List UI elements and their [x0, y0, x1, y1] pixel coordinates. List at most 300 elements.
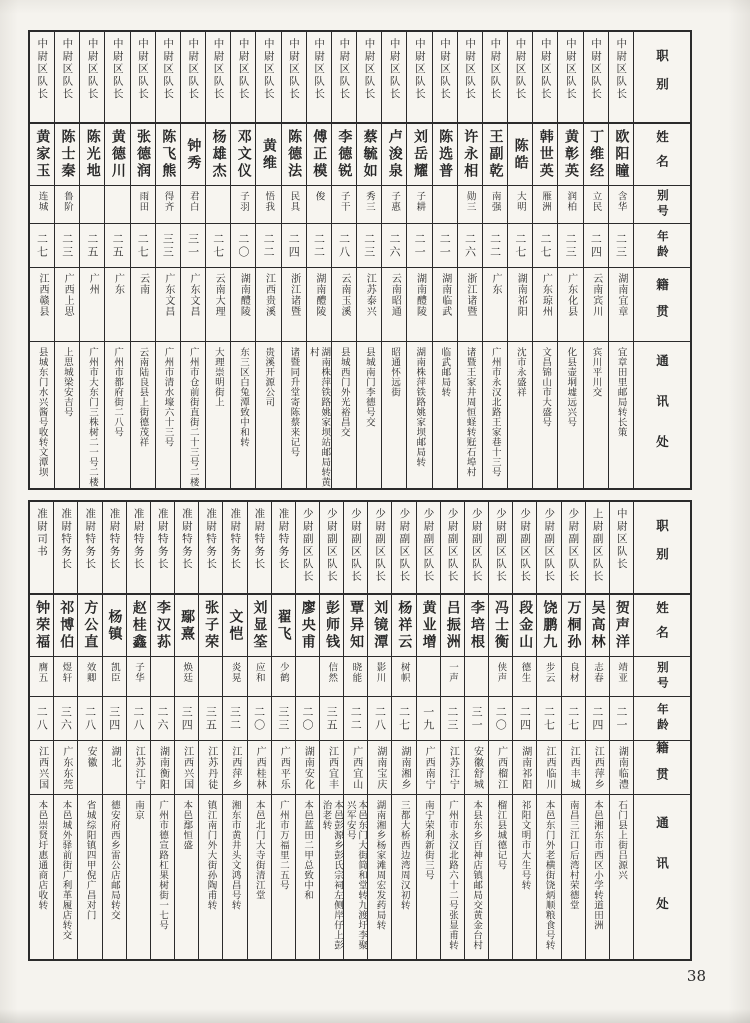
entry-address: 本邑北门大寺街清江堂	[253, 800, 265, 900]
entry-column	[30, 502, 53, 959]
entry-address: 化县壶垌墟远兴号	[565, 347, 577, 427]
entry-alias: 悟我	[263, 191, 275, 212]
entry-name: 贺声洋	[613, 600, 630, 651]
entry-alias-cell	[537, 657, 560, 697]
entry-address-cell	[272, 795, 295, 959]
entry-alias: 勋三	[464, 191, 476, 212]
entry-age: 二三	[614, 232, 628, 259]
entry-alias: 德生	[519, 662, 531, 683]
entry-address: 省城综阳镇四甲倪广昌对门	[84, 800, 96, 920]
entry-alias-cell	[282, 186, 306, 224]
entry-name-cell	[272, 595, 295, 657]
entry-alias-cell	[231, 186, 255, 224]
entry-age-cell	[30, 697, 53, 741]
entry-address: 本邑城外驿前街广利革履店转交	[60, 800, 72, 940]
entry-column	[30, 32, 54, 488]
entry-name: 杨镇	[106, 608, 123, 643]
entry-name: 刘岳耀	[411, 129, 428, 180]
entry-rank-cell	[417, 502, 440, 595]
entry-alias: 信然	[326, 662, 338, 683]
entry-name: 张子荣	[203, 600, 220, 651]
entry-name-cell	[465, 595, 488, 657]
entry-name: 傅正模	[311, 129, 328, 180]
entry-origin-cell	[54, 741, 77, 795]
entry-alias-cell	[151, 657, 174, 697]
entry-column	[608, 32, 633, 488]
entry-rank: 中尉区队长	[136, 38, 149, 101]
entry-origin-cell	[156, 268, 180, 342]
directory-table-top	[28, 30, 692, 490]
entry-rank: 中尉区队长	[111, 38, 124, 101]
entry-address-cell	[30, 342, 54, 488]
entry-origin: 江西兴国	[181, 746, 193, 790]
entry-address-cell	[433, 342, 457, 488]
entry-column	[367, 502, 391, 959]
entry-origin: 湖南祁阳	[515, 273, 527, 317]
entry-age: 二七	[136, 232, 150, 259]
entry-rank-cell	[441, 502, 464, 595]
entry-address: 广州市大东门三株树二一号二楼	[87, 347, 98, 487]
entry-rank-cell	[320, 502, 343, 595]
entry-age: 二四	[590, 705, 604, 732]
entry-origin-cell	[131, 268, 155, 342]
entry-age: 二八	[337, 232, 351, 259]
entry-age-cell	[223, 697, 246, 741]
entry-age: 二六	[463, 232, 477, 259]
entry-origin-cell	[78, 741, 101, 795]
entry-age-cell	[610, 697, 633, 741]
entry-age-cell	[489, 697, 512, 741]
entry-rank-cell	[584, 32, 608, 124]
entry-address-cell	[103, 795, 126, 959]
entry-age-cell	[206, 224, 230, 268]
entry-name: 杨祥云	[396, 600, 413, 651]
entry-age: 二八	[83, 705, 97, 732]
entry-age-cell	[382, 224, 406, 268]
entry-name: 黄家玉	[34, 129, 51, 180]
entry-age-cell	[30, 224, 54, 268]
entry-alias-cell	[256, 186, 280, 224]
entry-rank: 中尉区队长	[212, 38, 225, 101]
entry-rank-cell	[586, 502, 609, 595]
entry-origin: 湖南醴陵	[313, 273, 325, 317]
entry-name-cell	[513, 595, 536, 657]
entry-name: 翟飞	[275, 608, 292, 643]
entry-address-cell	[610, 795, 633, 959]
entry-age-cell	[513, 697, 536, 741]
entry-origin: 广西桂林	[254, 746, 266, 790]
entry-age-cell	[296, 697, 319, 741]
entry-address-cell	[231, 342, 255, 488]
entry-name-cell	[441, 595, 464, 657]
entry-age-cell	[156, 224, 180, 268]
entry-name-cell	[586, 595, 609, 657]
entry-alias-cell	[344, 657, 367, 697]
directory-table-bottom	[28, 500, 692, 961]
entry-origin: 江西赣县	[36, 273, 48, 317]
header-address-label: 通讯处	[654, 354, 670, 476]
entry-origin-cell	[296, 741, 319, 795]
entry-origin-cell	[332, 268, 356, 342]
entry-name-cell	[151, 595, 174, 657]
entry-alias-cell	[307, 186, 331, 224]
entry-alias-cell	[489, 657, 512, 697]
entry-name-cell	[80, 124, 104, 186]
entry-name: 廖央甫	[299, 600, 316, 651]
entry-age: 二八	[373, 705, 387, 732]
entry-column	[512, 502, 536, 959]
entry-column	[532, 32, 557, 488]
entry-age-cell	[609, 224, 633, 268]
entry-origin: 广东文昌	[162, 273, 174, 317]
entry-name: 饶鹏九	[541, 600, 558, 651]
entry-name: 刘镜潭	[372, 600, 389, 651]
entry-address: 广州市万福里二五号	[277, 800, 289, 890]
entry-column	[536, 502, 560, 959]
entry-name: 王副乾	[487, 129, 504, 180]
entry-origin-cell	[483, 268, 507, 342]
header-address-label: 通讯处	[654, 816, 670, 938]
entry-origin-cell	[231, 268, 255, 342]
entry-column	[155, 32, 180, 488]
entry-name-cell	[105, 124, 129, 186]
entry-address: 诸暨同升堂寄陈蔡来记号	[288, 347, 300, 457]
entry-alias: 良材	[567, 662, 579, 683]
header-address-cell	[634, 342, 690, 488]
entry-origin: 江西贵溪	[263, 273, 275, 317]
entry-address-cell	[248, 795, 271, 959]
entry-address-cell	[609, 342, 633, 488]
entry-name-cell	[533, 124, 557, 186]
entry-name: 杨雄杰	[210, 129, 227, 180]
entry-origin-cell	[282, 268, 306, 342]
entry-address: 本县东乡百神店镇邮局交黄金台村	[471, 800, 483, 950]
entry-age-cell	[131, 224, 155, 268]
entry-column	[561, 502, 585, 959]
entry-rank-cell	[199, 502, 222, 595]
entry-name-cell	[55, 124, 79, 186]
entry-origin: 广州	[87, 273, 99, 295]
entry-rank-cell	[382, 32, 406, 124]
entry-rank-cell	[256, 32, 280, 124]
entry-column	[464, 502, 488, 959]
entry-age-cell	[465, 697, 488, 741]
entry-name-cell	[433, 124, 457, 186]
entry-rank-cell	[609, 32, 633, 124]
entry-column	[609, 502, 633, 959]
entry-name-cell	[407, 124, 431, 186]
entry-age-cell	[417, 697, 440, 741]
entry-address: 石门县上街吕源兴	[616, 800, 628, 880]
entry-alias-cell	[392, 657, 415, 697]
entry-age: 三三	[276, 705, 290, 732]
entry-column	[77, 502, 101, 959]
entry-name-cell	[584, 124, 608, 186]
entry-age-cell	[181, 224, 205, 268]
entry-origin: 江苏丹徒	[205, 746, 217, 790]
entry-rank: 少尉副区队长	[301, 508, 314, 583]
entry-origin: 云南昭通	[389, 273, 401, 317]
entry-address: 广州市仓前街直街二十三号二楼	[187, 347, 199, 487]
entry-alias-cell	[206, 186, 230, 224]
entry-rank: 中尉区队长	[363, 38, 376, 101]
entry-name-cell	[392, 595, 415, 657]
entry-age-cell	[407, 224, 431, 268]
entry-alias: 效卿	[84, 662, 96, 683]
entry-address: 贵溪开源公司	[263, 347, 275, 407]
entry-address-cell	[483, 342, 507, 488]
entry-rank-cell	[296, 502, 319, 595]
entry-age-cell	[55, 224, 79, 268]
entry-origin-cell	[181, 268, 205, 342]
entry-address-cell	[78, 795, 101, 959]
entry-rank-cell	[562, 502, 585, 595]
entry-alias-cell	[465, 657, 488, 697]
entry-age-cell	[458, 224, 482, 268]
entry-address-cell	[562, 795, 585, 959]
entry-rank: 少尉副区队长	[446, 508, 459, 583]
entry-alias: 含华	[615, 191, 627, 212]
entry-age-cell	[392, 697, 415, 741]
entry-address: 广州市永汉北路六十二号张显甫转	[447, 800, 459, 950]
entry-alias: 俊	[313, 191, 325, 202]
entry-address-cell	[586, 795, 609, 959]
entry-column	[507, 32, 532, 488]
entry-rank-cell	[513, 502, 536, 595]
entry-rank: 中尉区队长	[162, 38, 175, 101]
entry-name: 黄业增	[420, 600, 437, 651]
entry-address: 本邑东门外老横街饶炳顺粮食号转	[543, 800, 555, 950]
entry-name-cell	[282, 124, 306, 186]
entry-name-cell	[127, 595, 150, 657]
entry-column	[381, 32, 406, 488]
entry-column	[295, 502, 319, 959]
entry-alias-cell	[609, 186, 633, 224]
entry-address: 湘东市黄井头文鸿昌号转	[229, 800, 241, 910]
entry-alias-cell	[458, 186, 482, 224]
entry-column	[281, 32, 306, 488]
entry-alias-cell	[30, 657, 53, 697]
entry-origin-cell	[489, 741, 512, 795]
entry-rank: 少尉副区队长	[567, 508, 580, 583]
entry-address: 祁阳文明市大生号转	[519, 800, 531, 890]
entry-origin: 江西萍乡	[592, 746, 604, 790]
entry-alias: 子惠	[389, 191, 401, 212]
entry-alias-cell	[78, 657, 101, 697]
entry-alias-cell	[382, 186, 406, 224]
entry-age-cell	[248, 697, 271, 741]
entry-name-cell	[320, 595, 343, 657]
entry-origin: 江西宜丰	[326, 746, 338, 790]
entry-rank-cell	[127, 502, 150, 595]
entry-age-cell	[256, 224, 280, 268]
entry-name-cell	[175, 595, 198, 657]
entry-origin: 江西萍乡	[229, 746, 241, 790]
entry-age: 二八	[131, 705, 145, 732]
entry-origin-cell	[508, 268, 532, 342]
entry-origin: 广西平乐	[278, 746, 290, 790]
entry-origin: 江苏泰兴	[364, 273, 376, 317]
entry-rank: 准尉特务长	[60, 508, 73, 571]
entry-alias: 少鹤	[277, 662, 289, 683]
entry-alias: 一声	[447, 662, 459, 683]
entry-column	[306, 32, 331, 488]
entry-alias: 影川	[374, 662, 386, 683]
entry-age: 二七	[211, 232, 225, 259]
entry-column	[102, 502, 126, 959]
entry-name-cell	[30, 595, 53, 657]
entry-name-cell	[609, 124, 633, 186]
entry-name: 吴高林	[589, 600, 606, 651]
entry-rank-cell	[55, 32, 79, 124]
entry-address-cell	[417, 795, 440, 959]
entry-address-cell	[175, 795, 198, 959]
entry-origin: 江西临川	[543, 746, 555, 790]
entry-age: 二六	[156, 705, 170, 732]
entry-column	[319, 502, 343, 959]
entry-rank: 中尉区队长	[61, 38, 74, 101]
entry-name: 黄维	[260, 137, 277, 172]
entry-rank: 准尉特务长	[108, 508, 121, 571]
entry-alias: 南强	[489, 191, 501, 212]
entry-age: 二〇	[494, 705, 508, 732]
header-address-cell	[634, 795, 690, 959]
entry-address-cell	[537, 795, 560, 959]
entry-address: 三都大桥西边湾周汉初转	[398, 800, 410, 910]
entry-address: 南昌三江口后湾村荣德堂	[567, 800, 579, 910]
entry-origin-cell	[513, 741, 536, 795]
entry-address: 文昌锦山市大盛号	[540, 347, 552, 427]
entry-alias-cell	[407, 186, 431, 224]
entry-name-cell	[458, 124, 482, 186]
entry-age-cell	[483, 224, 507, 268]
entry-column	[440, 502, 464, 959]
entry-origin-cell	[272, 741, 295, 795]
entry-name: 李德锐	[336, 129, 353, 180]
entry-rank-cell	[223, 502, 246, 595]
entry-rank-cell	[80, 32, 104, 124]
entry-address-cell	[533, 342, 557, 488]
entry-rank-cell	[332, 32, 356, 124]
entry-rank-cell	[458, 32, 482, 124]
entry-name-cell	[489, 595, 512, 657]
entry-age: 三五	[325, 705, 339, 732]
entry-rank: 中尉区队长	[338, 38, 351, 101]
entry-rank-cell	[156, 32, 180, 124]
entry-age-cell	[441, 697, 464, 741]
entry-address: 东三区白兔潭致中和转	[238, 347, 250, 447]
entry-origin-cell	[206, 268, 230, 342]
entry-address-cell	[332, 342, 356, 488]
entry-column	[230, 32, 255, 488]
entry-name-cell	[181, 124, 205, 186]
entry-origin: 云南	[137, 273, 149, 295]
entry-origin: 广东文昌	[187, 273, 199, 317]
entry-alias-cell	[80, 186, 104, 224]
entry-age: 二三	[362, 232, 376, 259]
entry-name-cell	[610, 595, 633, 657]
entry-age: 三一	[470, 705, 484, 732]
entry-address: 宾川平川交	[590, 347, 602, 397]
entry-rank-cell	[483, 32, 507, 124]
entry-name-cell	[223, 595, 246, 657]
entry-address-cell	[30, 795, 53, 959]
entry-alias-cell	[558, 186, 582, 224]
entry-age-cell	[199, 697, 222, 741]
entry-age-cell	[344, 697, 367, 741]
entry-column	[482, 32, 507, 488]
entry-alias: 靖亚	[616, 662, 628, 683]
entry-column	[53, 502, 77, 959]
entry-address-cell	[465, 795, 488, 959]
entry-origin-cell	[586, 741, 609, 795]
entry-rank: 中尉区队长	[489, 38, 502, 101]
header-rank-label: 职别	[654, 519, 670, 576]
entry-rank: 少尉副区队长	[350, 508, 362, 583]
entry-origin-cell	[151, 741, 174, 795]
entry-rank: 中尉区队长	[615, 508, 628, 571]
entry-origin: 广东东莞	[60, 746, 72, 790]
entry-alias: 子羽	[238, 191, 250, 212]
entry-address-cell	[206, 342, 230, 488]
entry-rank-cell	[407, 32, 431, 124]
entry-age: 二二	[262, 232, 276, 259]
entry-age: 三四	[180, 705, 194, 732]
entry-age: 二四	[518, 705, 532, 732]
entry-rank: 准尉特务长	[84, 508, 97, 571]
entry-name: 李培根	[468, 600, 485, 651]
entry-name: 陈飞熊	[160, 129, 177, 180]
entry-age: 二〇	[252, 705, 266, 732]
entry-alias-cell	[223, 657, 246, 697]
entry-origin-cell	[368, 741, 391, 795]
entry-origin-cell	[357, 268, 381, 342]
entry-age: 二七	[538, 232, 552, 259]
entry-alias: 鲁阶	[61, 191, 73, 212]
header-column	[633, 502, 690, 959]
entry-alias: 秀三	[363, 191, 375, 212]
entry-rank-cell	[392, 502, 415, 595]
entry-rank: 准尉特务长	[132, 508, 145, 571]
entry-rank: 上尉副区队长	[591, 508, 604, 583]
entry-name: 段金山	[517, 600, 534, 651]
entry-alias: 子干	[338, 191, 350, 212]
entry-address-cell	[282, 342, 306, 488]
entry-origin-cell	[382, 268, 406, 342]
entry-origin-cell	[392, 741, 415, 795]
entry-origin-cell	[105, 268, 129, 342]
entry-origin: 江西兴国	[36, 746, 48, 790]
entry-origin: 广西南宁	[423, 746, 435, 790]
entry-address: 诸暨王家井周恒蛏转觃石埠村	[464, 347, 476, 477]
entry-rank-cell	[54, 502, 77, 595]
entry-origin-cell	[537, 741, 560, 795]
header-age-label: 年龄	[655, 230, 670, 261]
entry-column	[247, 502, 271, 959]
entry-rank-cell	[206, 32, 230, 124]
entry-rank: 中尉区队长	[287, 38, 300, 101]
entry-name: 万桐孙	[565, 600, 582, 651]
entry-address-cell	[223, 795, 246, 959]
entry-alias: 煜轩	[60, 662, 72, 683]
header-rank-cell	[634, 32, 690, 124]
entry-alias: 雁洲	[540, 191, 552, 212]
header-name-cell	[634, 595, 690, 657]
entry-rank-cell	[433, 32, 457, 124]
entry-age: 三一	[186, 232, 200, 259]
entry-alias-cell	[272, 657, 295, 697]
entry-name-cell	[131, 124, 155, 186]
